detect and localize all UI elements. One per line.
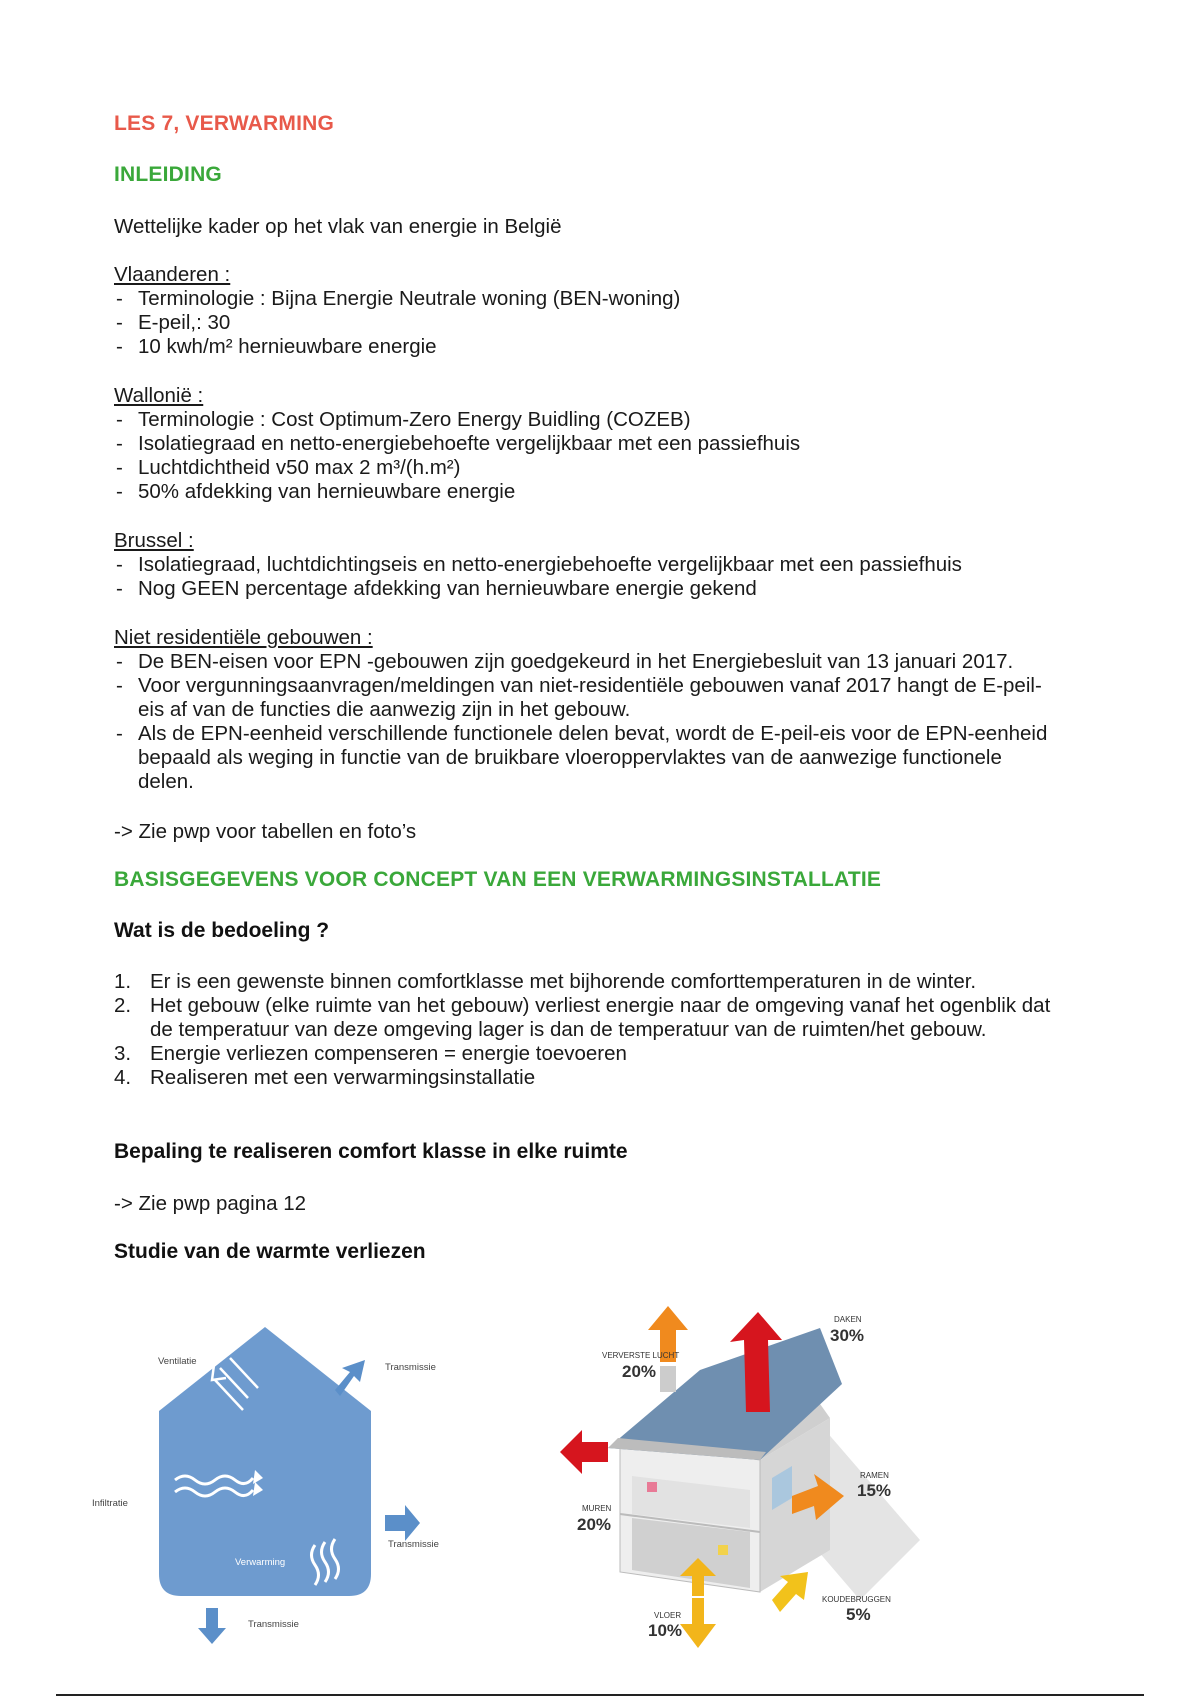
transmissie-arrow-bottom-icon [198, 1608, 226, 1644]
transmissie-bottom-label: Transmissie [248, 1619, 299, 1630]
muren-value: 20% [577, 1515, 612, 1534]
list-item: - Als de EPN-eenheid verschillende functionele delen bevat, wordt de E-peil-eis voor de EPN-eenheid bepaald als weging in functie van de bruikbare vloeroppervlaktes van de aanwezige functionele delen. [114, 722, 1058, 794]
list-item: - Isolatiegraad en netto-energiebehoefte vergelijkbaar met een passiefhuis [114, 432, 1094, 456]
section-title-niet-residentieel: Niet residentiële gebouwen : [114, 626, 373, 649]
muren-arrow-icon [560, 1430, 608, 1474]
list-item: 3. Energie verliezen compenseren = energie toevoeren [114, 1042, 627, 1065]
koudebruggen-value: 5% [846, 1605, 871, 1624]
list-niet-residentieel [114, 650, 1104, 794]
ventilatie-label: Ventilatie [158, 1356, 197, 1367]
daken-label: DAKEN [834, 1315, 862, 1324]
section-title-wallonie: Wallonië : [114, 384, 204, 407]
section-title-vlaanderen: Vlaanderen : [114, 263, 231, 286]
heat-loss-diagram-left [80, 1310, 480, 1650]
list-item: - E-peil,: 30 [114, 311, 1094, 335]
list-item: - 50% afdekking van hernieuwbare energie [114, 480, 1094, 504]
transmissie-arrow-top-icon [335, 1360, 365, 1396]
section-title-brussel: Brussel : [114, 529, 194, 552]
vloer-value: 10% [648, 1621, 683, 1640]
heat-loss-diagram-right [560, 1300, 940, 1670]
infiltratie-label: Infiltratie [92, 1498, 128, 1509]
ramen-value: 15% [857, 1481, 892, 1500]
daken-value: 30% [830, 1326, 865, 1345]
basis-heading: BASISGEGEVENS VOOR CONCEPT VAN EEN VERWARMINGSINSTALLATIE [114, 868, 882, 891]
inleiding-heading: INLEIDING [114, 163, 222, 186]
list-item: - Isolatiegraad, luchtdichtingseis en netto-energiebehoefte vergelijkbaar met een passiefhuis [114, 553, 1094, 577]
house-shape [159, 1327, 371, 1596]
verwarming-label: Verwarming [235, 1557, 286, 1568]
list-item: - Nog GEEN percentage afdekking van hernieuwbare energie gekend [114, 577, 1094, 601]
bottom-rule [56, 1694, 1144, 1696]
inleiding-note: -> Zie pwp voor tabellen en foto’s [114, 820, 417, 843]
muren-label: MUREN [582, 1504, 612, 1513]
transmissie-arrow-right-icon [385, 1505, 420, 1541]
ververste-lucht-value: 20% [622, 1362, 657, 1381]
list-item: 4. Realiseren met een verwarmingsinstallatie [114, 1066, 536, 1089]
list-item: - Voor vergunningsaanvragen/meldingen van niet-residentiële gebouwen vanaf 2017 hangt de E-peil-eis af van de functies die aanwezig zijn in het gebouw. [114, 674, 1058, 722]
transmissie-right-label: Transmissie [388, 1539, 439, 1550]
list-item: - De BEN-eisen voor EPN -gebouwen zijn goedgekeurd in het Energiebesluit van 13 januari 2017. [114, 650, 1104, 674]
comfort-heading: Bepaling te realiseren comfort klasse in elke ruimte [114, 1140, 628, 1163]
vloer-label: VLOER [654, 1611, 682, 1620]
inleiding-intro: Wettelijke kader op het vlak van energie in België [114, 215, 562, 238]
list-item: - Terminologie : Bijna Energie Neutrale woning (BEN-woning) [114, 287, 1094, 311]
transmissie-top-label: Transmissie [385, 1362, 436, 1373]
document-title: LES 7, VERWARMING [114, 112, 335, 135]
bedoeling-heading: Wat is de bedoeling ? [114, 919, 330, 942]
ververste-lucht-label: VERVERSTE LUCHT [602, 1351, 680, 1360]
vloer-arrow-icon [680, 1558, 716, 1648]
bedoeling-steps [114, 970, 1074, 1090]
list-vlaanderen [114, 287, 1094, 359]
ramen-label: RAMEN [860, 1471, 889, 1480]
warmteverlies-heading: Studie van de warmte verliezen [114, 1240, 426, 1263]
list-item: 1. Er is een gewenste binnen comfortklasse met bijhorende comforttemperaturen in de winter. [114, 970, 977, 993]
list-item: - Luchtdichtheid v50 max 2 m³/(h.m²) [114, 456, 1094, 480]
list-item: 2. Het gebouw (elke ruimte van het gebouw) verliest energie naar de omgeving vanaf het ogenblik dat de temperatuur van deze omgeving lager is dan de temperatuur van de ruimten/het gebouw. [114, 994, 1051, 1041]
comfort-note: -> Zie pwp pagina 12 [114, 1192, 307, 1215]
list-wallonie [114, 408, 1094, 504]
koudebruggen-label: KOUDEBRUGGEN [822, 1595, 891, 1604]
list-brussel [114, 553, 1094, 601]
list-item: - Terminologie : Cost Optimum-Zero Energy Buidling (COZEB) [114, 408, 1094, 432]
list-item: - 10 kwh/m² hernieuwbare energie [114, 335, 1094, 359]
